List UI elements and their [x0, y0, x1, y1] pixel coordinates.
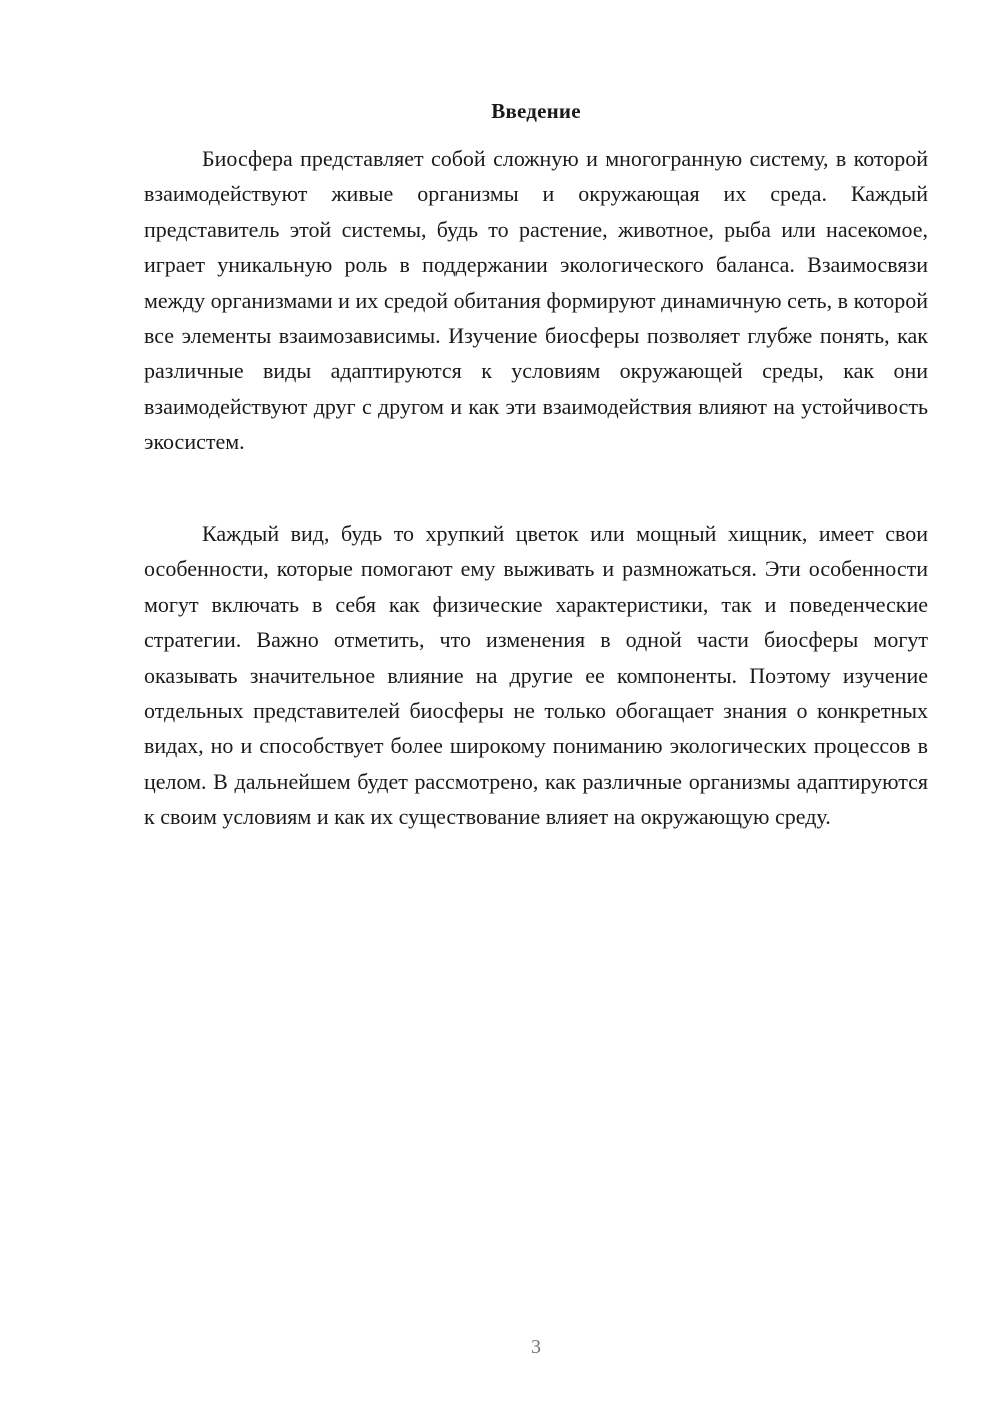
paragraph-2 [144, 516, 928, 835]
paragraph-2-text: Каждый вид, будь то хрупкий цветок или мощный хищник, имеет свои особенности, которые помогают ему выживать и размножаться. Эти особенности могут включать в себя как физические характеристики, так и поведенческие стратегии. Важно отметить, что изменения в одной части биосферы могут оказывать значительное влияние на другие ее компоненты. Поэтому изучение отдельных представителей биосферы не только обогащает знания о конкретных видах, но и способствует более широкому пониманию экологических процессов в целом. В дальнейшем будет рассмотрено, как различные организмы адаптируются к своим условиям и как их существование влияет на окружающую среду. [144, 521, 928, 830]
page-title: Введение [491, 99, 581, 123]
paragraph-1 [144, 141, 928, 460]
paragraph-1-text: Биосфера представляет собой сложную и многогранную систему, в которой взаимодействуют живые организмы и окружающая их среда. Каждый представитель этой системы, будь то растение, животное, рыба или насекомое, играет уникальную роль в поддержании экологического баланса. Взаимосвязи между организмами и их средой обитания формируют динамичную сеть, в которой все элементы взаимозависимы. Изучение биосферы позволяет глубже понять, как различные виды адаптируются к условиям окружающей среды, как они взаимодействуют друг с другом и как эти взаимодействия влияют на устойчивость экосистем. [144, 146, 928, 455]
page-number: 3 [531, 1336, 541, 1358]
